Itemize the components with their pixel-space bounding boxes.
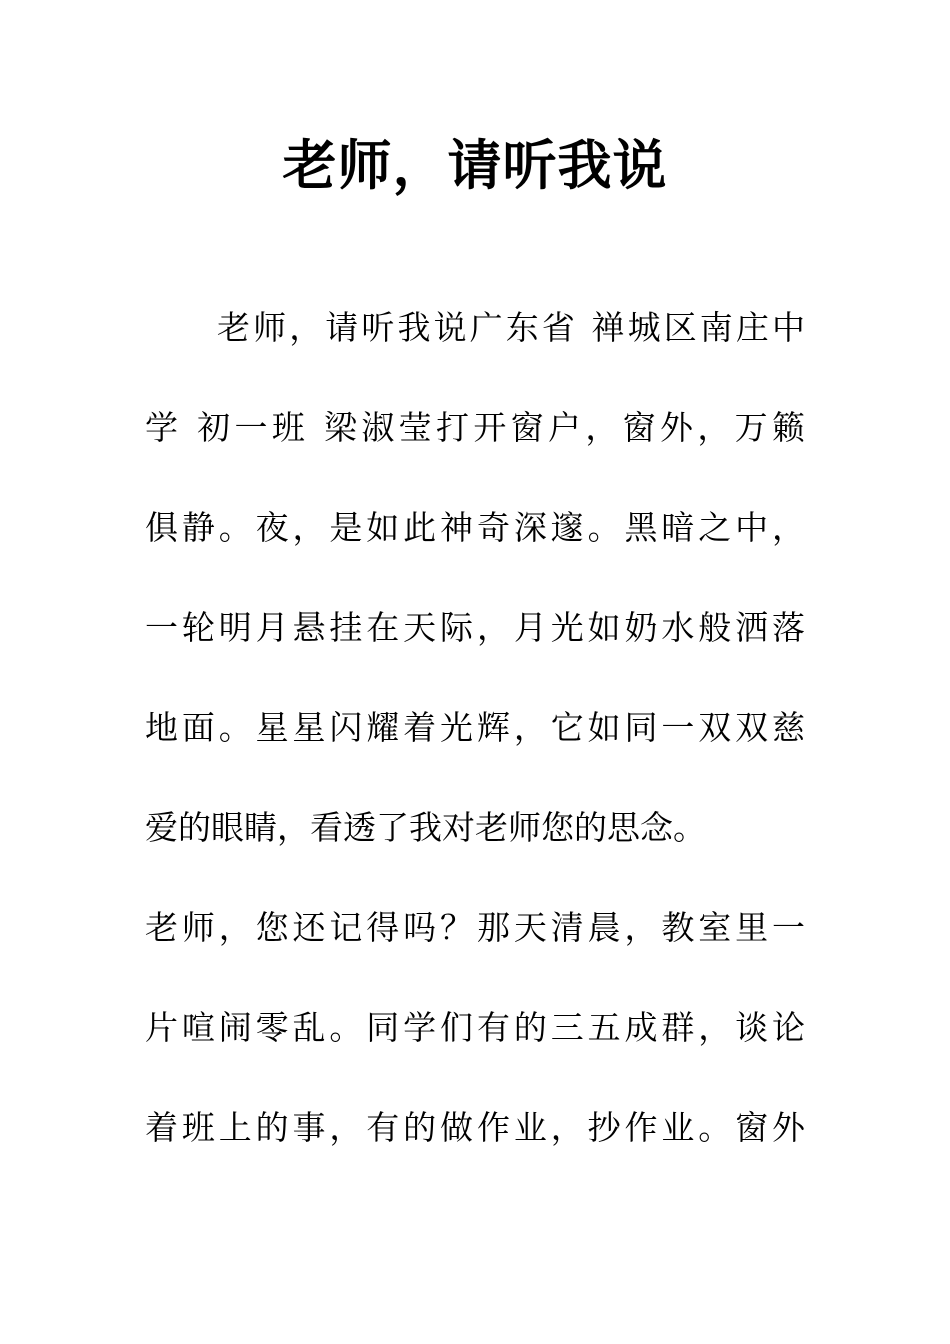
document-body [145, 298, 805, 1198]
text-line-content: 俱静。夜，是如此神奇深邃。黑暗之中， [145, 508, 805, 547]
text-line [145, 498, 805, 598]
text-line [145, 298, 805, 398]
text-line-content: 地面。星星闪耀着光辉，它如同一双双慈 [145, 708, 805, 747]
text-line [145, 598, 805, 698]
text-line-content: 爱的眼睛，看透了我对老师您的思念。 [145, 808, 706, 847]
text-line-content: 老师，请听我说广东省 禅城区南庄中 [217, 308, 805, 347]
text-line [145, 998, 805, 1098]
document-title: 老师，请听我说 [282, 134, 668, 197]
text-line-content: 一轮明月悬挂在天际，月光如奶水般洒落 [145, 608, 805, 647]
text-line [145, 798, 805, 898]
text-line-content: 片喧闹零乱。同学们有的三五成群，谈论 [145, 1008, 805, 1047]
text-line-content: 着班上的事，有的做作业，抄作业。窗外 [145, 1108, 805, 1147]
text-line [145, 1098, 805, 1198]
text-line [145, 698, 805, 798]
text-line [145, 898, 805, 998]
text-line-content: 学 初一班 梁淑莹打开窗户，窗外，万籁 [145, 408, 805, 447]
text-line [145, 398, 805, 498]
text-line-content: 老师，您还记得吗？那天清晨，教室里一 [145, 908, 805, 947]
